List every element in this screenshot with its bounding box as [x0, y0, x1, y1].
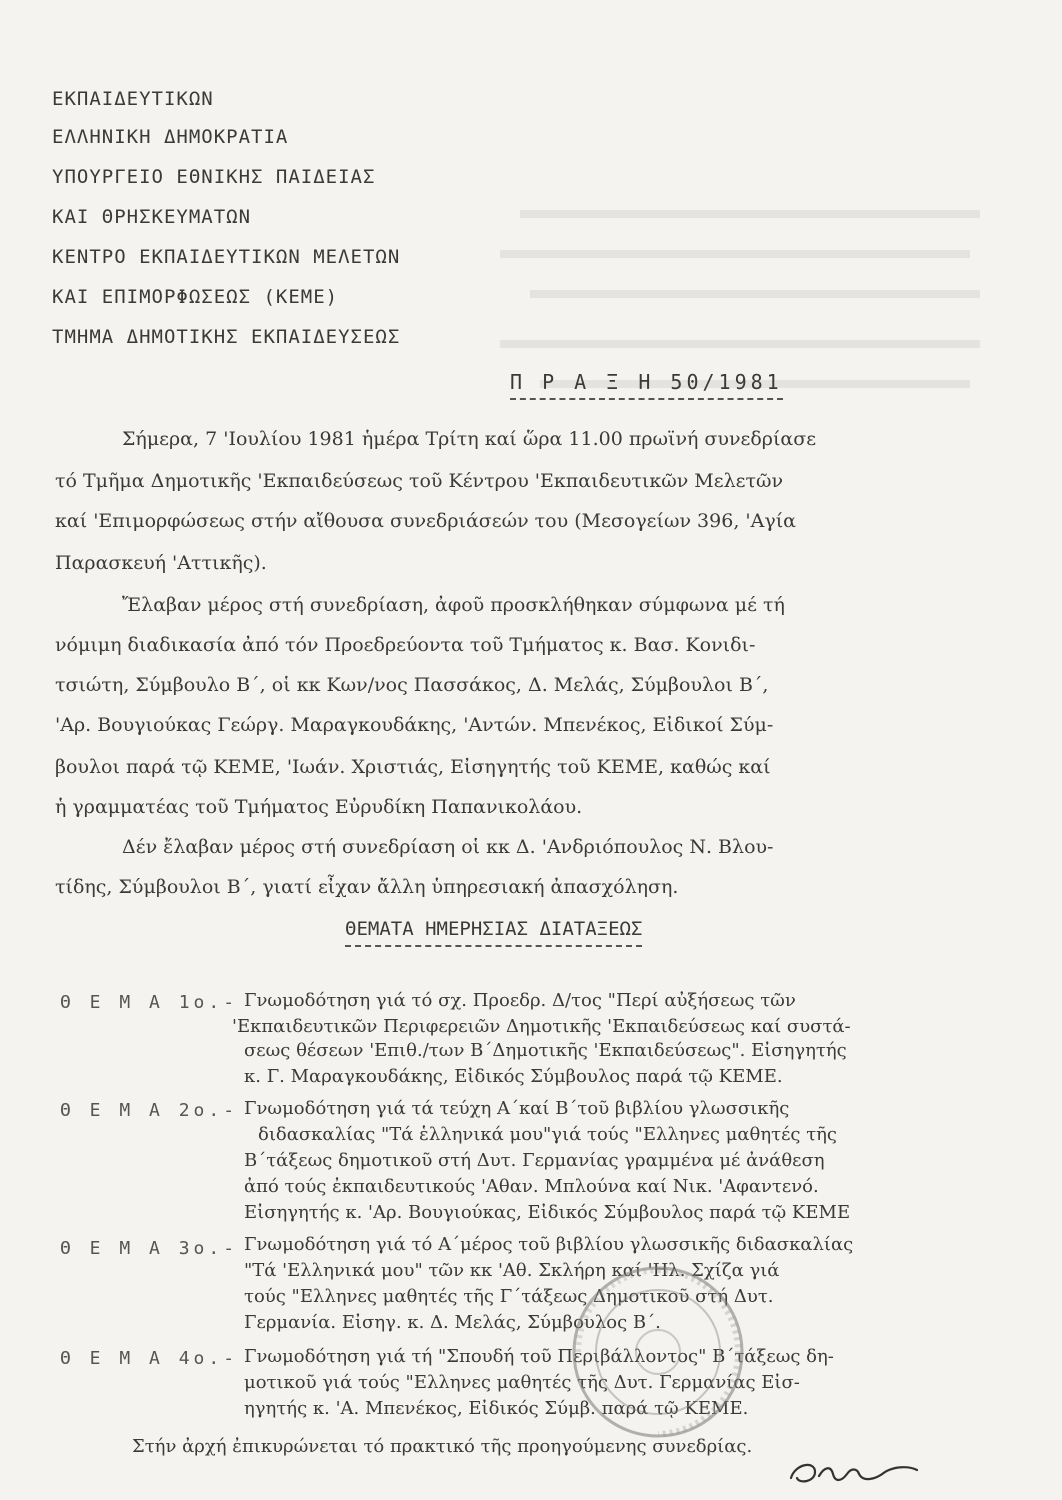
topic-label: Θ Ε Μ Α 3ο.-: [60, 1238, 239, 1259]
document-title: Π Ρ Α Ξ Η 50/1981: [510, 370, 783, 400]
body-line: Σήμερα, 7 'Ιουλίου 1981 ἡμέρα Τρίτη καί ὥρα 11.00 πρωϊνή συνεδρίασε: [122, 428, 817, 450]
topic-line: διδασκαλίας "Τά ἑλληνικά μου"γιά τούς "Ελληνες μαθητές τῆς: [258, 1124, 838, 1145]
topic-line: Γερμανία. Εἰσηγ. κ. Δ. Μελάς, Σύμβουλος Β΄.: [244, 1312, 661, 1333]
topic-line: Γνωμοδότηση γιά τό Α΄μέρος τοῦ βιβλίου γλωσσικῆς διδασκαλίας: [244, 1234, 854, 1255]
topic-line: τούς "Ελληνες μαθητές τῆς Γ΄τάξεως Δημοτικοῦ στή Δυτ.: [244, 1286, 774, 1307]
topic-line: "Τά 'Ελληνικά μου" τῶν κκ 'Αθ. Σκλήρη καί 'Ηλ. Σχίζα γιά: [244, 1260, 780, 1281]
body-line: ἡ γραμματέας τοῦ Τμήματος Εὐρυδίκη Παπανικολάου.: [55, 796, 583, 818]
topic-line: Γνωμοδότηση γιά τό σχ. Προεδρ. Δ/τος "Περί αὐξήσεως τῶν: [244, 990, 796, 1011]
body-line: βουλοι παρά τῷ ΚΕΜΕ, 'Ιωάν. Χριστιάς, Εἰσηγητής τοῦ ΚΕΜΕ, καθώς καί: [55, 756, 771, 778]
body-line: Παρασκευή 'Αττικῆς).: [55, 552, 267, 574]
body-line: τσιώτη, Σύμβουλο Β΄, οἱ κκ Κων/νος Πασσάκος, Δ. Μελάς, Σύμβουλοι Β΄,: [55, 674, 769, 696]
agenda-heading: ΘΕΜΑΤΑ ΗΜΕΡΗΣΙΑΣ ΔΙΑΤΑΞΕΩΣ: [345, 918, 642, 947]
topic-label: Θ Ε Μ Α 2ο.-: [60, 1100, 239, 1121]
body-line: καί 'Επιμορφώσεως στήν αἴθουσα συνεδριάσεών του (Μεσογείων 396, 'Αγία: [55, 510, 796, 532]
header-line: ΕΛΛΗΝΙΚΗ ΔΗΜΟΚΡΑΤΙΑ: [52, 126, 289, 148]
topic-line: Γνωμοδότηση γιά τή "Σπουδή τοῦ Περιβάλλοντος" Β΄τάξεως δη-: [244, 1346, 834, 1367]
body-line: Δέν ἔλαβαν μέρος στή συνεδρίαση οἱ κκ Δ. 'Ανδριόπουλος Ν. Βλου-: [122, 836, 774, 858]
header-line: ΚΑΙ ΕΠΙΜΟΡΦΩΣΕΩΣ (ΚΕΜΕ): [52, 286, 339, 308]
header-line: ΤΜΗΜΑ ΔΗΜΟΤΙΚΗΣ ΕΚΠΑΙΔΕΥΣΕΩΣ: [52, 326, 401, 348]
closing-line: Στήν ἀρχή ἐπικυρώνεται τό πρακτικό τῆς προηγούμενης συνεδρίας.: [132, 1436, 753, 1457]
topic-label: Θ Ε Μ Α 4ο.-: [60, 1348, 239, 1369]
body-line: νόμιμη διαδικασία ἀπό τόν Προεδρεύοντα τοῦ Τμήματος κ. Βασ. Κονιδι-: [55, 634, 756, 656]
header-line: ΚΕΝΤΡΟ ΕΚΠΑΙΔΕΥΤΙΚΩΝ ΜΕΛΕΤΩΝ: [52, 246, 401, 268]
topic-line: ἀπό τούς ἐκπαιδευτικούς 'Αθαν. Μπλούνα καί Νικ. 'Αφαντενό.: [244, 1176, 819, 1197]
topic-label: Θ Ε Μ Α 1ο.-: [60, 992, 239, 1013]
topic-line: 'Εκπαιδευτικῶν Περιφερειῶν Δημοτικῆς 'Εκπαιδεύσεως καί συστά-: [232, 1016, 851, 1037]
topic-line: ηγητής κ. 'Α. Μπενέκος, Εἰδικός Σύμβ. παρά τῷ ΚΕΜΕ.: [244, 1398, 749, 1419]
header-line: ΚΑΙ ΘΡΗΣΚΕΥΜΑΤΩΝ: [52, 206, 252, 228]
topic-line: Β΄τάξεως δημοτικοῦ στή Δυτ. Γερμανίας γραμμένα μέ ἀνάθεση: [244, 1150, 825, 1171]
official-seal-stamp: [568, 1262, 748, 1442]
header-line: ΕΚΠΑΙΔΕΥΤΙΚΩΝ: [52, 88, 214, 110]
body-line: Ἔλαβαν μέρος στή συνεδρίαση, ἀφοῦ προσκλήθηκαν σύμφωνα μέ τή: [122, 594, 785, 616]
body-line: τό Τμῆμα Δημοτικῆς 'Εκπαιδεύσεως τοῦ Κέντρου 'Εκπαιδευτικῶν Μελετῶν: [55, 470, 784, 492]
topic-line: Εἰσηγητής κ. 'Αρ. Βουγιούκας, Εἰδικός Σύμβουλος παρά τῷ ΚΕΜΕ: [244, 1202, 851, 1223]
topic-line: Γνωμοδότηση γιά τά τεύχη Α΄καί Β΄τοῦ βιβλίου γλωσσικῆς: [244, 1098, 790, 1119]
body-line: τίδης, Σύμβουλοι Β΄, γιατί εἶχαν ἄλλη ὑπηρεσιακή ἀπασχόληση.: [55, 876, 679, 898]
bleed-through-text: [500, 200, 1000, 440]
handwritten-signature: [785, 1452, 925, 1492]
topic-line: μοτικοῦ γιά τούς "Ελληνες μαθητές τῆς Δυτ. Γερμανίας Εἰσ-: [244, 1372, 800, 1393]
header-line: ΥΠΟΥΡΓΕΙΟ ΕΘΝΙΚΗΣ ΠΑΙΔΕΙΑΣ: [52, 166, 376, 188]
topic-line: σεως θέσεων 'Επιθ./των Β΄Δημοτικῆς 'Εκπαιδεύσεως". Εἰσηγητής: [244, 1040, 847, 1061]
topic-line: κ. Γ. Μαραγκουδάκης, Εἰδικός Σύμβουλος παρά τῷ ΚΕΜΕ.: [244, 1066, 783, 1087]
body-line: 'Αρ. Βουγιούκας Γεώργ. Μαραγκουδάκης, 'Αντών. Μπενέκος, Εἰδικοί Σύμ-: [55, 714, 774, 736]
